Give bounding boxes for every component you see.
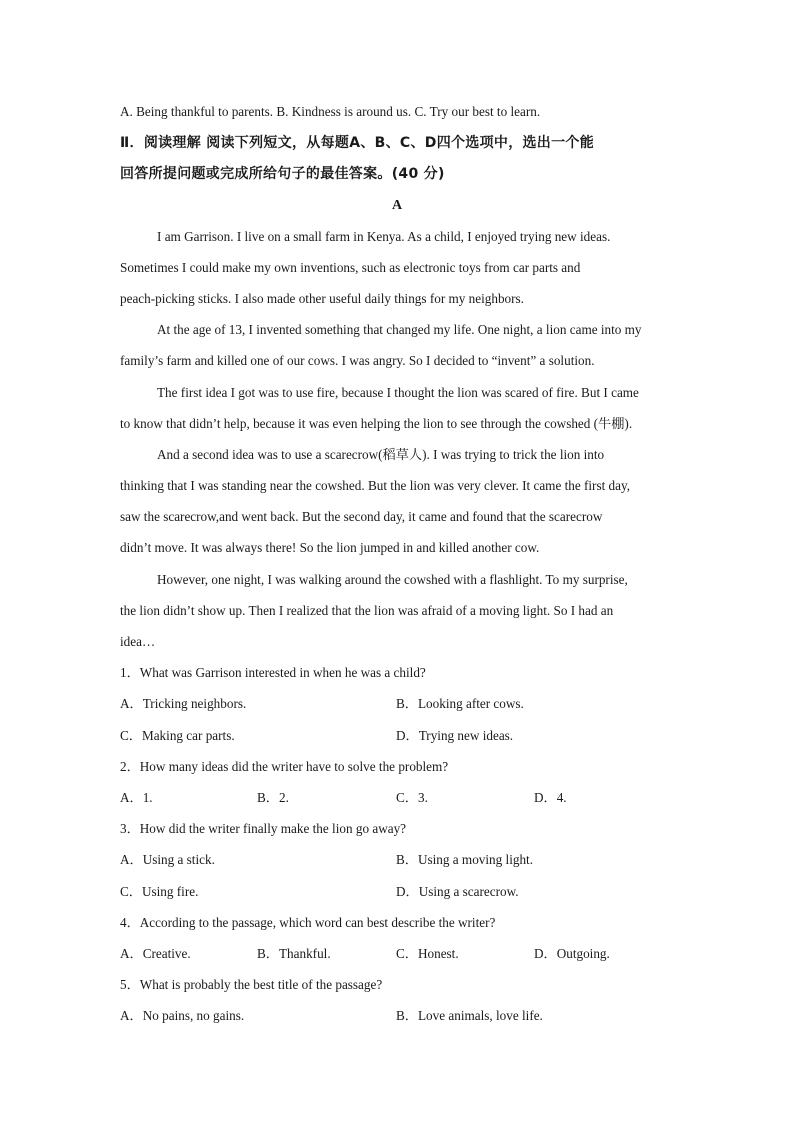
option-b[interactable]: B．Using a moving light. bbox=[396, 852, 534, 867]
question-stem-4: 4．According to the passage, which word can best describe the writer? bbox=[120, 915, 496, 930]
question-options-2 bbox=[120, 788, 680, 808]
option-c[interactable]: C．Using fire. bbox=[120, 884, 199, 899]
question-options-5 bbox=[120, 1006, 680, 1026]
question-stem-5: 5．What is probably the best title of the passage? bbox=[120, 977, 383, 992]
question-stem-1: 1．What was Garrison interested in when he was a child? bbox=[120, 665, 426, 680]
passage-line: the lion didn’t show up. Then I realized that the lion was afraid of a moving light. So I had an bbox=[120, 603, 614, 618]
question-stem-2: 2．How many ideas did the writer have to solve the problem? bbox=[120, 759, 449, 774]
passage-line: peach-picking sticks. I also made other useful daily things for my neighbors. bbox=[120, 291, 524, 306]
option-b[interactable]: B．Love animals, love life. bbox=[396, 1008, 543, 1023]
option-a[interactable]: A．Creative. bbox=[120, 946, 191, 961]
section-heading-line-2: 回答所提问题或完成所给句子的最佳答案。(40 分) bbox=[120, 166, 445, 182]
passage-line: And a second idea was to use a scarecrow(稻草人). I was trying to trick the lion into bbox=[157, 447, 605, 462]
passage-line: I am Garrison. I live on a small farm in Kenya. As a child, I enjoyed trying new ideas. bbox=[157, 229, 611, 244]
passage-line: idea… bbox=[120, 634, 156, 649]
option-b[interactable]: B．2. bbox=[257, 790, 289, 805]
option-a[interactable]: A．Using a stick. bbox=[120, 852, 215, 867]
option-d[interactable]: D．Trying new ideas. bbox=[396, 728, 514, 743]
passage-line: to know that didn’t help, because it was even helping the lion to see through the cowshed (牛棚). bbox=[120, 416, 633, 431]
passage-line: thinking that I was standing near the cowshed. But the lion was very clever. It came the first day, bbox=[120, 478, 631, 493]
passage-title: A bbox=[391, 198, 403, 213]
section-heading-line-1: Ⅱ．阅读理解 阅读下列短文，从每题A、B、C、D四个选项中，选出一个能 bbox=[120, 135, 594, 151]
passage-line: The first idea I got was to use fire, because I thought the lion was scared of fire. But I came bbox=[157, 385, 639, 400]
option-c[interactable]: C．Making car parts. bbox=[120, 728, 235, 743]
question-stem-3: 3．How did the writer finally make the lion go away? bbox=[120, 821, 407, 836]
passage-line: Sometimes I could make my own inventions, such as electronic toys from car parts and bbox=[120, 260, 581, 275]
option-b[interactable]: B．Thankful. bbox=[257, 946, 331, 961]
option-a[interactable]: A．Tricking neighbors. bbox=[120, 696, 247, 711]
question-options-1 bbox=[120, 694, 680, 714]
question-options-1b bbox=[120, 726, 680, 746]
option-a[interactable]: A．No pains, no gains. bbox=[120, 1008, 245, 1023]
option-d[interactable]: D．Using a scarecrow. bbox=[396, 884, 519, 899]
option-c[interactable]: C．3. bbox=[396, 790, 428, 805]
question-options-3 bbox=[120, 850, 680, 870]
passage-line: saw the scarecrow,and went back. But the second day, it came and found that the scarecrow bbox=[120, 509, 603, 524]
option-a[interactable]: A．1. bbox=[120, 790, 153, 805]
passage-line: didn’t move. It was always there! So the lion jumped in and killed another cow. bbox=[120, 540, 540, 555]
passage-line: family’s farm and killed one of our cows. I was angry. So I decided to “invent” a solution. bbox=[120, 353, 595, 368]
question-options-3b bbox=[120, 882, 680, 902]
option-d[interactable]: D．Outgoing. bbox=[534, 946, 610, 961]
option-b[interactable]: B．Looking after cows. bbox=[396, 696, 524, 711]
passage-line: However, one night, I was walking around the cowshed with a flashlight. To my surprise, bbox=[157, 572, 628, 587]
passage-line: At the age of 13, I invented something that changed my life. One night, a lion came into my bbox=[157, 322, 642, 337]
option-c[interactable]: C．Honest. bbox=[396, 946, 459, 961]
previous-question-options: A. Being thankful to parents. B. Kindness is around us. C. Try our best to learn. bbox=[120, 104, 541, 119]
question-options-4 bbox=[120, 944, 680, 964]
option-d[interactable]: D．4. bbox=[534, 790, 567, 805]
